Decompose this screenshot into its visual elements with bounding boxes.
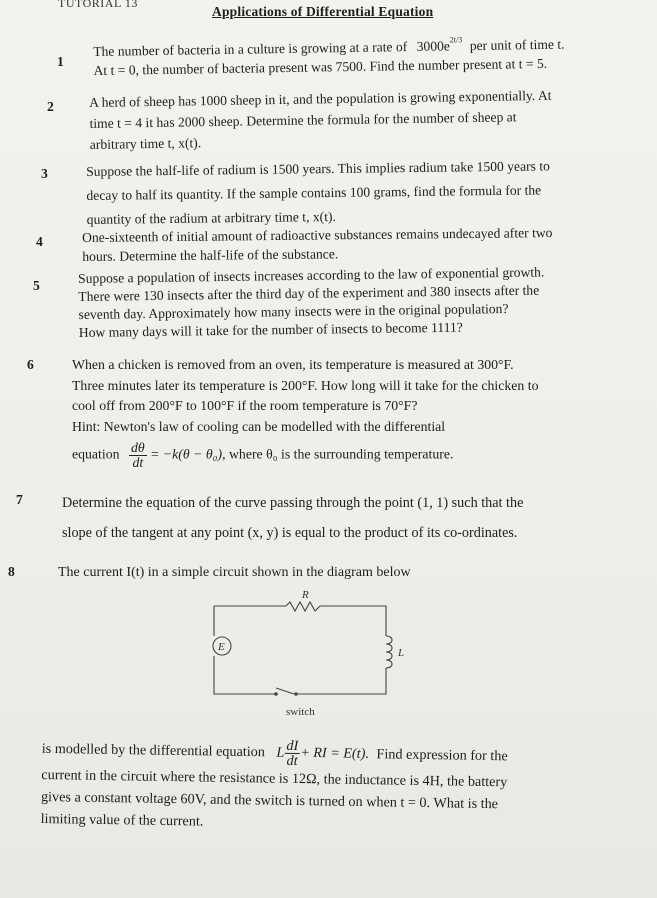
rate-exponent: 2t/3	[449, 35, 463, 45]
question-8-line-1: The current I(t) in a simple circuit shown in the diagram below	[58, 565, 411, 580]
question-1-text-b: per unit of time t.	[469, 36, 565, 54]
wire-bottom-left	[214, 656, 276, 694]
inductor-symbol	[386, 636, 392, 668]
derivative-numerator: dθ	[130, 440, 145, 455]
question-2-line-2: time t = 4 it has 2000 sheep. Determine the formula for the number of sheep at	[89, 109, 517, 131]
question-5-line-1: Suppose a population of insects increases according to the law of exponential growth.	[78, 264, 545, 286]
question-1-text-a: The number of bacteria in a culture is growing at a rate of	[93, 39, 408, 59]
question-number-7: 7	[16, 492, 23, 507]
switch-lever	[276, 688, 294, 694]
question-2-line-1: A herd of sheep has 1000 sheep in it, and the population is growing exponentially. At	[89, 87, 552, 110]
question-number-2: 2	[47, 99, 54, 114]
question-8-line-4: gives a constant voltage 60V, and the switch is turned on when t = 0. What is the	[40, 788, 499, 813]
question-2-line-3: arbitrary time t, x(t).	[89, 135, 202, 152]
switch-label: switch	[286, 706, 315, 718]
question-4-line-2: hours. Determine the half-life of the substance.	[82, 246, 339, 264]
tutorial-number: TUTORIAL 13	[58, 0, 138, 10]
question-1-line-2: At t = 0, the number of bacteria present was 7500. Find the number present at t = 5.	[93, 55, 548, 78]
question-number-4: 4	[36, 234, 43, 249]
wire-top-right	[320, 606, 386, 636]
question-6-line-4: Hint: Newton's law of cooling can be modelled with the differential	[72, 418, 446, 434]
question-4	[82, 223, 553, 266]
question-number-5: 5	[33, 278, 40, 293]
rl-derivative-denominator: dt	[286, 752, 298, 770]
question-8-equation-lead: is modelled by the differential equation	[41, 740, 266, 761]
question-8-line-3: current in the circuit where the resistance is 12Ω, the inductance is 4H, the battery	[41, 766, 508, 791]
question-number-1: 1	[57, 54, 64, 69]
question-8-intro	[58, 563, 411, 582]
question-7-line-2: slope of the tangent at any point (x, y) is equal to the product of its co-ordinates.	[62, 525, 518, 541]
question-number-6: 6	[27, 357, 34, 372]
question-7	[62, 488, 523, 548]
question-6-line-2: Three minutes later its temperature is 200°F. How long will it take for the chicken to	[72, 377, 539, 393]
question-3	[86, 154, 551, 232]
wire-bottom-right	[298, 668, 386, 694]
question-5-line-4: How many days will it take for the number of insects to become 1111?	[78, 319, 463, 340]
source-label: E	[218, 641, 225, 653]
rate-base: 3000e	[416, 38, 451, 54]
switch-contact-left	[274, 692, 278, 696]
rl-derivative-numerator: dI	[286, 737, 299, 755]
question-number-8: 8	[8, 564, 15, 579]
question-8-line-5: limiting value of the current.	[40, 810, 204, 830]
switch-contact-right	[294, 692, 298, 696]
rl-equation-rhs: + RI = E(t).	[300, 744, 370, 762]
newton-cooling-rhs: = −k(θ − θ₀)	[150, 446, 223, 462]
question-6	[72, 355, 539, 470]
rl-circuit-diagram	[206, 584, 406, 719]
rate-expression	[416, 35, 463, 54]
question-2	[89, 85, 552, 155]
resistor-symbol	[286, 602, 320, 611]
question-4-line-1: One-sixteenth of initial amount of radioactive substances remains undecayed after two	[82, 225, 553, 245]
question-6-line-1: When a chicken is removed from an oven, its temperature is measured at 300°F.	[72, 357, 514, 372]
question-3-line-3: quantity of the radium at arbitrary time t, x(t).	[86, 208, 336, 227]
question-6-line-5	[72, 441, 539, 470]
question-8-equation-trail: Find expression for the	[376, 746, 508, 765]
question-7-line-1: Determine the equation of the curve passing through the point (1, 1) such that the	[62, 495, 524, 511]
newton-cooling-derivative	[129, 441, 147, 470]
rl-equation-coefficient: L	[276, 744, 285, 761]
inductor-label: L	[398, 647, 405, 659]
derivative-denominator: dt	[132, 455, 144, 470]
question-6-line-3: cool off from 200°F to 100°F if the room temperature is 70°F?	[72, 398, 418, 413]
question-6-equation-trail: , where θ₀ is the surrounding temperature.	[222, 446, 454, 462]
rl-equation-derivative	[284, 739, 300, 768]
question-5-line-3: seventh day. Approximately how many insects were in the original population?	[78, 300, 509, 322]
question-8-body	[41, 735, 508, 837]
question-5-line-2: There were 130 insects after the third day of the experiment and 380 insects after the	[78, 282, 540, 304]
page-title: Applications of Differential Equation	[212, 4, 434, 19]
question-6-equation-lead: equation	[72, 446, 120, 462]
question-3-line-1: Suppose the half-life of radium is 1500 years. This implies radium take 1500 years to	[86, 158, 550, 179]
question-number-3: 3	[41, 166, 48, 181]
question-1	[93, 29, 565, 80]
question-5	[78, 263, 545, 342]
resistor-label: R	[302, 589, 309, 601]
question-3-line-2: decay to half its quantity. If the sample contains 100 grams, find the formula for the	[86, 182, 542, 203]
